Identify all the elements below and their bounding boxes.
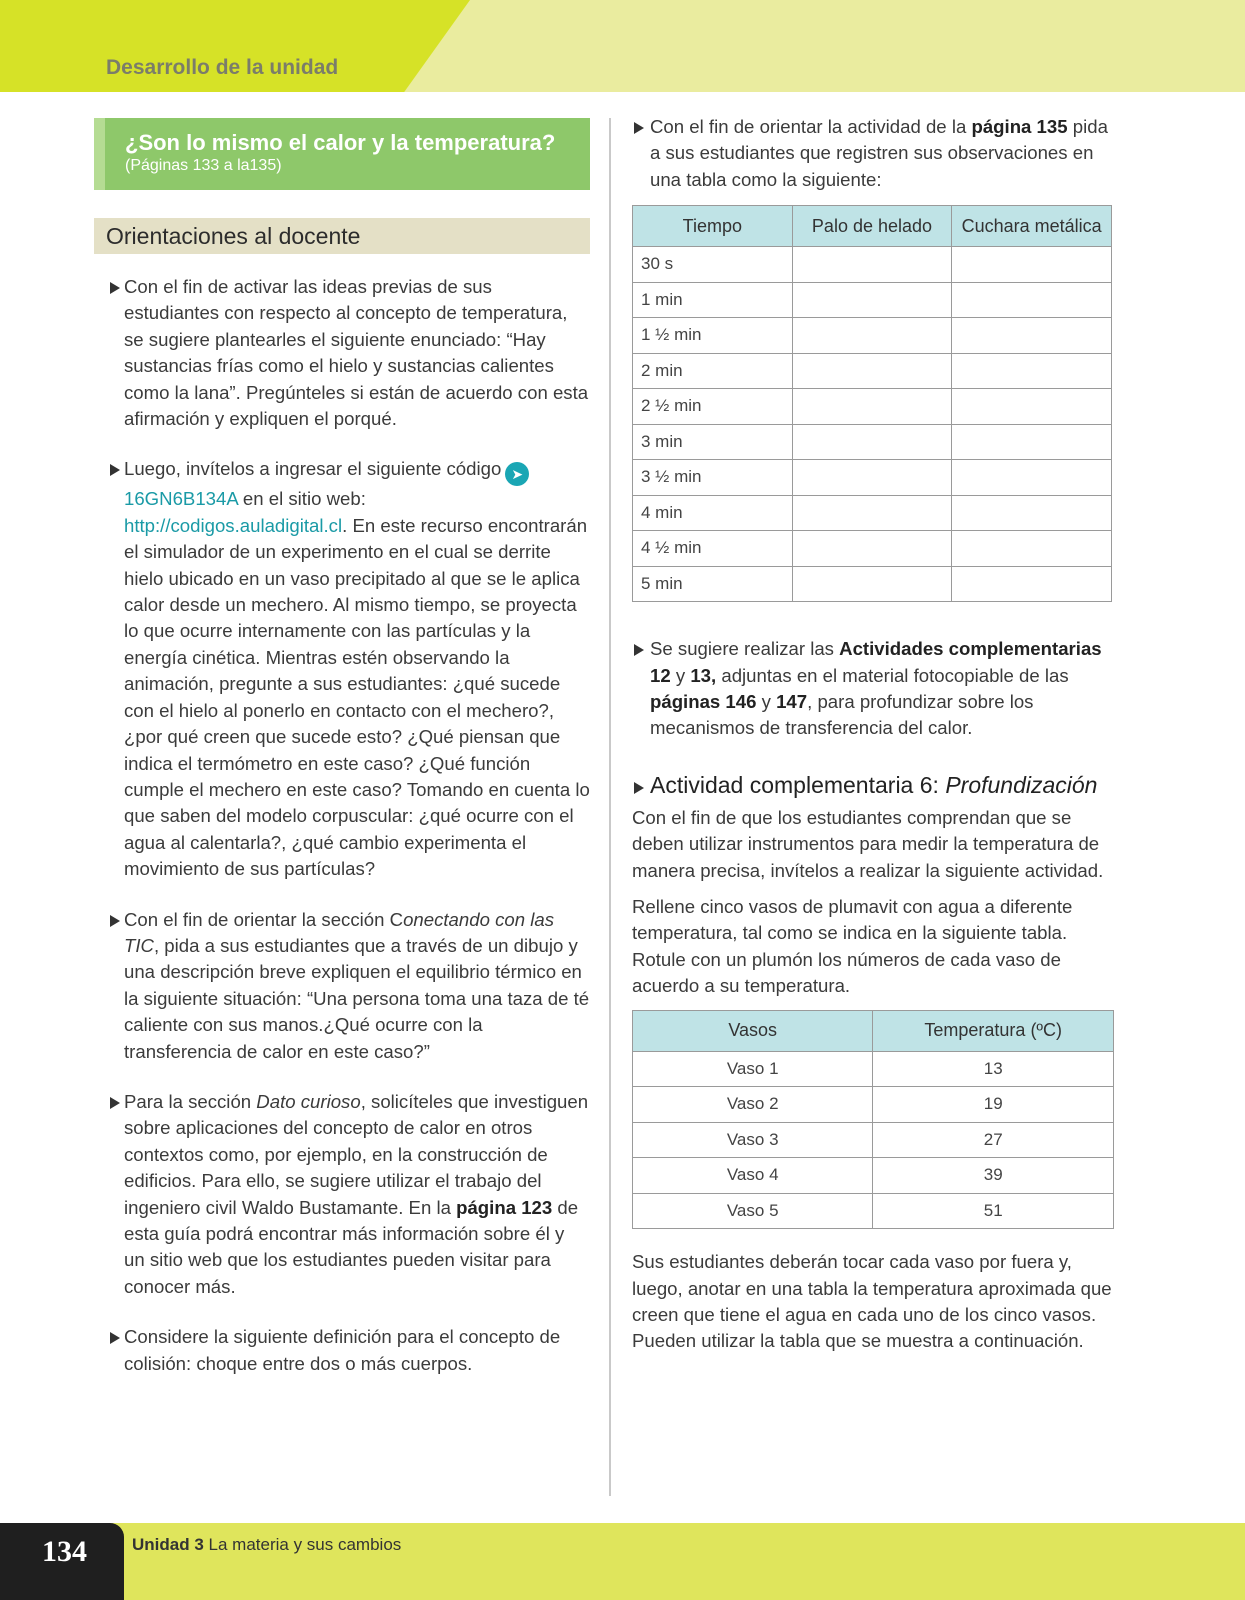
metal-spoon-cell [952, 389, 1112, 425]
bullet-triangle-icon [110, 1332, 120, 1344]
time-cell: 3 min [633, 424, 793, 460]
footer-unit-label: Unidad 3 [132, 1535, 204, 1554]
popsicle-stick-cell [792, 353, 952, 389]
popsicle-stick-cell [792, 460, 952, 496]
metal-spoon-cell [952, 460, 1112, 496]
table-row [633, 1051, 1114, 1087]
section-pages: (Páginas 133 a la135) [125, 157, 282, 174]
table-header-row [633, 206, 1112, 247]
table-row [633, 1193, 1114, 1229]
activity-paragraph-1: Con el fin de que los estudiantes comprendan que se deben utilizar instrumentos para medir la temperatura de manera precisa, invítelos a realizar la siguiente actividad. [632, 806, 1104, 881]
vasos-table [632, 1010, 1114, 1230]
time-cell: 5 min [633, 566, 793, 602]
time-cell: 4 min [633, 495, 793, 531]
table-row [633, 1158, 1114, 1194]
temperature-cell: 19 [873, 1087, 1114, 1123]
right-column [632, 114, 1114, 1355]
time-cell: 4 ½ min [633, 531, 793, 567]
popsicle-stick-cell [792, 424, 952, 460]
time-cell: 1 min [633, 282, 793, 318]
vasos-table-body [633, 1051, 1114, 1229]
table-row [633, 566, 1112, 602]
activity-paragraph-2: Rellene cinco vasos de plumavit con agua a diferente temperatura, tal como se indica en la siguiente tabla. Rotule con un plumón los números de cada vaso de acuerdo a su temperatura. [632, 896, 1073, 997]
table-row [633, 318, 1112, 354]
table-header-row [633, 1010, 1114, 1051]
metal-spoon-cell [952, 566, 1112, 602]
bullet-triangle-icon [110, 915, 120, 927]
column-divider [609, 118, 611, 1496]
table-header-cell: Cuchara metálica [952, 206, 1112, 247]
section-title-box [94, 118, 590, 190]
paper-plane-icon: ➤ [505, 462, 529, 486]
time-cell: 2 ½ min [633, 389, 793, 425]
metal-spoon-cell [952, 282, 1112, 318]
popsicle-stick-cell [792, 566, 952, 602]
popsicle-stick-cell [792, 389, 952, 425]
bullet-triangle-icon [110, 1097, 120, 1109]
metal-spoon-cell [952, 495, 1112, 531]
temperature-cell: 39 [873, 1158, 1114, 1194]
orientaciones-heading: Orientaciones al docente [94, 218, 590, 254]
bullet-triangle-icon [634, 644, 644, 656]
popsicle-stick-cell [792, 495, 952, 531]
footer-unit [132, 1535, 401, 1555]
header-title: Desarrollo de la unidad [106, 56, 339, 79]
footer-unit-title: La materia y sus cambios [208, 1535, 402, 1554]
table-header-cell: Vasos [633, 1010, 873, 1051]
table-row [633, 531, 1112, 567]
bullet-triangle-icon [110, 464, 120, 476]
table-row [633, 495, 1112, 531]
table-row [633, 389, 1112, 425]
time-cell: 3 ½ min [633, 460, 793, 496]
vaso-cell: Vaso 5 [633, 1193, 873, 1229]
table-row [633, 424, 1112, 460]
popsicle-stick-cell [792, 247, 952, 283]
bullet-colision: Considere la siguiente definición para el concepto de colisión: choque entre dos o más cuerpos. [94, 1324, 590, 1377]
table-row [633, 247, 1112, 283]
table-header-cell: Palo de helado [792, 206, 952, 247]
table-row [633, 460, 1112, 496]
activity-paragraph-3: Sus estudiantes deberán tocar cada vaso por fuera y, luego, anotar en una tabla la temperatura aproximada que creen que tiene el agua en cada uno de los cinco vasos. Pueden utilizar la tabla que se muestra a continuación. [632, 1251, 1112, 1352]
bullet-triangle-icon [110, 282, 120, 294]
bullet-dato-curioso: Para la sección Dato curioso, solicíteles que investiguen sobre aplicaciones del concepto de calor en otros contextos como, por ejemplo, en la construcción de edificios. Para ello, se sugiere utilizar el trabajo del ingeniero civil Waldo Bustamante. En la página 123 de esta guía podrá encontrar más información sobre él y un sitio web que los estudiantes pueden visitar para conocer más. [94, 1089, 590, 1300]
bullet-actividad-135: Con el fin de orientar la actividad de la página 135 pida a sus estudiantes que registren sus observaciones en una tabla como la siguiente: [632, 114, 1114, 193]
bullet-actividades-complementarias: Se sugiere realizar las Actividades complementarias 12 y 13, adjuntas en el material fotocopiable de las páginas 146 y 147, para profundizar sobre los mecanismos de transferencia del calor. [632, 636, 1114, 742]
popsicle-stick-cell [792, 531, 952, 567]
bullet-ideas-previas: Con el fin de activar las ideas previas de sus estudiantes con respecto al concepto de temperatura, se sugiere plantearles el siguiente enunciado: “Hay sustancias frías como el hielo y sustancias calientes como la lana”. Pregúnteles si están de acuerdo con esta afirmación y expliquen el porqué. [94, 274, 590, 432]
table-row [633, 353, 1112, 389]
bullet-triangle-icon [634, 122, 644, 134]
temperature-cell: 51 [873, 1193, 1114, 1229]
popsicle-stick-cell [792, 282, 952, 318]
vaso-cell: Vaso 2 [633, 1087, 873, 1123]
resource-code: 16GN6B134A [124, 488, 238, 510]
section-title: ¿Son lo mismo el calor y la temperatura? [125, 130, 556, 155]
metal-spoon-cell [952, 247, 1112, 283]
left-bullets [94, 274, 590, 1377]
table-row [633, 282, 1112, 318]
observations-table-body [633, 247, 1112, 602]
table-row [633, 1122, 1114, 1158]
vaso-cell: Vaso 1 [633, 1051, 873, 1087]
bullet-codigo: Luego, invítelos a ingresar el siguiente código ➤ 16GN6B134A en el sitio web: http://codigos.auladigital.cl. En este recurso encontrarán el simulador de un experimento en el cual se derrite hielo ubicado en un vaso precipitado al que se le aplica calor desde un mechero. Al mismo tiempo, se proyecta lo que ocurre internamente con las partículas y la energía cinética. Mientras estén observando la animación, pregunte a sus estudiantes: ¿qué sucede con el hielo al ponerlo en contacto con el mechero?, ¿por qué creen que sucede esto? ¿Qué piensan que indica el termómetro en este caso? ¿Qué función cumple el mechero en este caso? Tomando en cuenta lo que saben del modelo corpuscular: ¿qué ocurre con el agua al calentarla?, ¿qué cambio experimenta el movimiento de sus partículas? [94, 456, 590, 882]
left-column [94, 118, 590, 1401]
bullet-triangle-icon [634, 782, 644, 794]
vaso-cell: Vaso 3 [633, 1122, 873, 1158]
table-header-cell: Temperatura (ºC) [873, 1010, 1114, 1051]
temperature-cell: 27 [873, 1122, 1114, 1158]
resource-url-link[interactable]: http://codigos.auladigital.cl [124, 514, 343, 536]
table-header-cell: Tiempo [633, 206, 793, 247]
temperature-cell: 13 [873, 1051, 1114, 1087]
table-row [633, 1087, 1114, 1123]
time-cell: 1 ½ min [633, 318, 793, 354]
page-number: 134 [0, 1523, 124, 1600]
time-cell: 30 s [633, 247, 793, 283]
bullet-conectando-tic: Con el fin de orientar la sección Conectando con las TIC, pida a sus estudiantes que a través de un dibujo y una descripción breve expliquen el equilibrio térmico en la siguiente situación: “Una persona toma una taza de té caliente con sus manos.¿Qué ocurre con la transferencia de calor en este caso?” [94, 907, 590, 1065]
metal-spoon-cell [952, 424, 1112, 460]
metal-spoon-cell [952, 353, 1112, 389]
vaso-cell: Vaso 4 [633, 1158, 873, 1194]
metal-spoon-cell [952, 531, 1112, 567]
popsicle-stick-cell [792, 318, 952, 354]
observations-table [632, 205, 1112, 602]
metal-spoon-cell [952, 318, 1112, 354]
time-cell: 2 min [633, 353, 793, 389]
activity-heading: Actividad complementaria 6: Profundización [632, 772, 1114, 799]
